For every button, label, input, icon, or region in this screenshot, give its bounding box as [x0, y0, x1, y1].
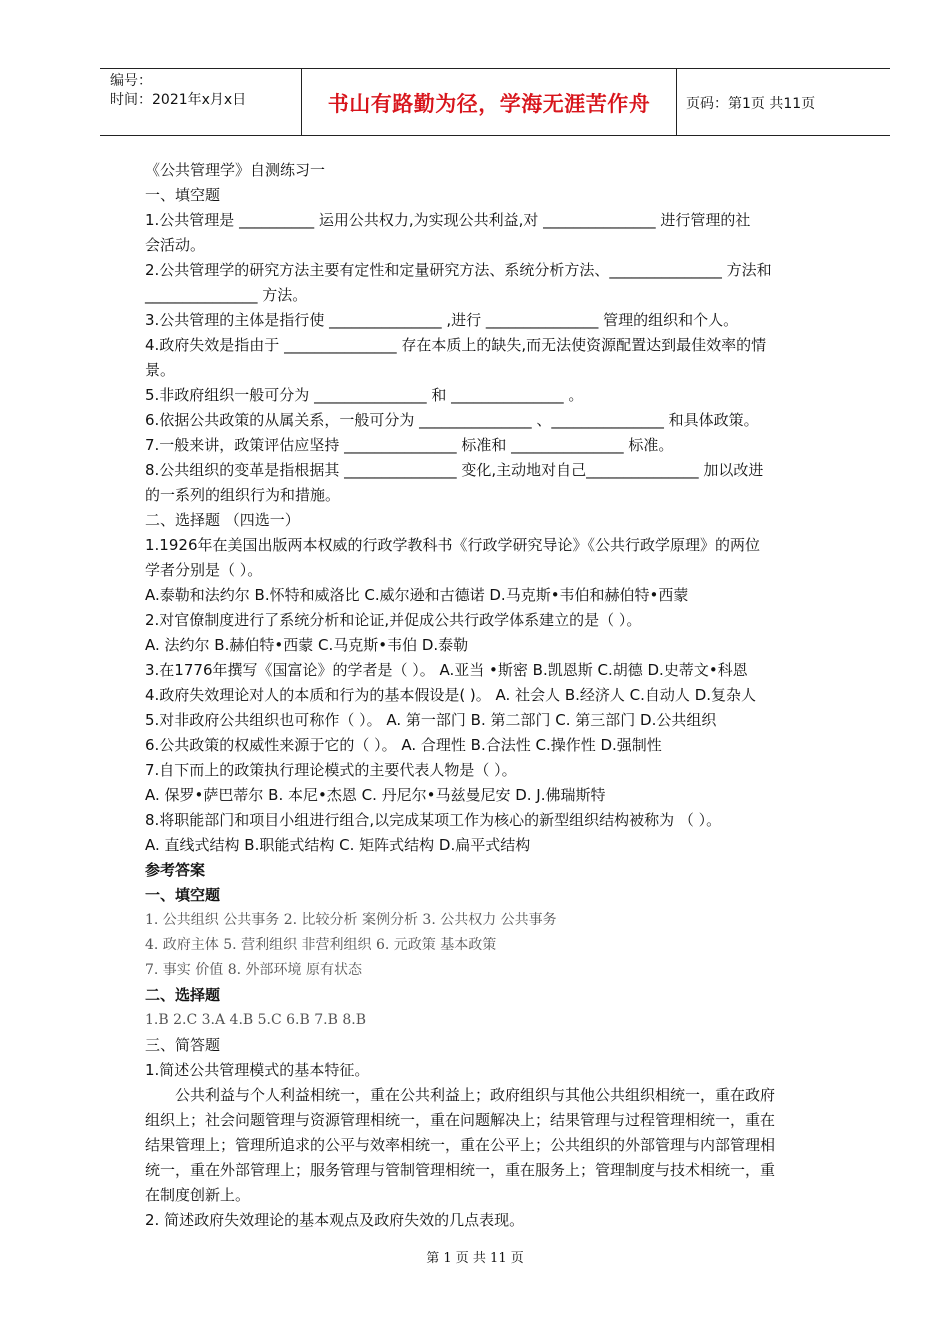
text-line: 统一，重在外部管理上；服务管理与管制管理相统一，重在服务上；管理制度与技术相统一，重 [145, 1161, 776, 1179]
header-page-info: 页码：第1页 共11页 [686, 96, 816, 112]
header-meta [110, 72, 246, 110]
text-line: 学者分别是（ ）。 [145, 561, 263, 579]
text-line: 二、选择题 （四选一） [145, 511, 300, 529]
text-line: 一、填空题 [145, 886, 221, 904]
text-line: 2. 简述政府失效理论的基本观点及政府失效的几点表现。 [145, 1211, 525, 1229]
text-line: _______________ 方法。 [145, 286, 308, 304]
text-line: 组织上；社会问题管理与资源管理相统一，重在问题解决上；结果管理与过程管理相统一，重在 [145, 1111, 776, 1129]
text-line: A. 法约尔 B.赫伯特•西蒙 C.马克斯•韦伯 D.泰勒 [145, 636, 469, 654]
text-line: 会活动。 [145, 236, 206, 254]
text-line: 3.在1776年撰写《国富论》的学者是（ ）。 A.亚当 •斯密 B.凯恩斯 C.胡德 D.史蒂文•科恩 [145, 661, 748, 679]
text-line: 《公共管理学》自测练习一 [145, 161, 326, 179]
text-line: 6.公共政策的权威性来源于它的（ ）。 A. 合理性 B.合法性 C.操作性 D.强制性 [145, 736, 662, 754]
text-line: 5.非政府组织一般可分为 _______________ 和 _______________ 。 [145, 386, 584, 404]
text-line: 结果管理上；管理所追求的公平与效率相统一，重在公平上；公共组织的外部管理与内部管理相 [145, 1136, 776, 1154]
text-line: A. 直线式结构 B.职能式结构 C. 矩阵式结构 D.扁平式结构 [145, 836, 531, 854]
text-line: 景。 [145, 361, 176, 379]
text-line: A.泰勒和法约尔 B.怀特和威洛比 C.威尔逊和古德诺 D.马克斯•韦伯和赫伯特•西蒙 [145, 586, 689, 604]
header-motto: 书山有路勤为径，学海无涯苦作舟 [327, 92, 651, 116]
text-line: 1.1926年在美国出版两本权威的行政学教科书《行政学研究导论》《公共行政学原理》的两位 [145, 536, 760, 554]
header-bottom-rule [100, 135, 890, 136]
text-line: 7.自下而上的政策执行理论模式的主要代表人物是（ ）。 [145, 761, 517, 779]
text-line: 5.对非政府公共组织也可称作（ ）。 A. 第一部门 B. 第二部门 C. 第三部门 D.公共组织 [145, 711, 717, 729]
text-line: 公共利益与个人利益相统一，重在公共利益上；政府组织与其他公共组织相统一，重在政府 [175, 1086, 776, 1104]
text-line: 8.公共组织的变革是指根据其 _______________ 变化,主动地对自己_______________ 加以改进 [145, 461, 764, 479]
text-line: 7. 事实 价值 8. 外部环境 原有状态 [145, 962, 362, 978]
text-line: 8.将职能部门和项目小组进行组合,以完成某项工作为核心的新型组织结构被称为 （ ）。 [145, 811, 722, 829]
header-divider-right [676, 68, 677, 136]
document-body [145, 158, 853, 1233]
text-line: 二、选择题 [145, 986, 221, 1004]
text-line: 2.公共管理学的研究方法主要有定性和定量研究方法、系统分析方法、_______________ 方法和 [145, 261, 772, 279]
serial-number-label: 编号： [110, 73, 152, 89]
text-line: 4. 政府主体 5. 营利组织 非营利组织 6. 元政策 基本政策 [145, 937, 497, 953]
text-line: 的一系列的组织行为和措施。 [145, 486, 341, 504]
text-line: 1.B 2.C 3.A 4.B 5.C 6.B 7.B 8.B [145, 1012, 366, 1028]
text-line: 7.一般来讲，政策评估应坚持 _______________ 标准和 _______________ 标准。 [145, 436, 674, 454]
text-line: 参考答案 [145, 861, 206, 879]
text-line: 一、填空题 [145, 186, 221, 204]
text-line: 3.公共管理的主体是指行使 _______________ ,进行 _______________ 管理的组织和个人。 [145, 311, 739, 329]
page-footer: 第 1 页 共 11 页 [426, 1251, 524, 1266]
date-label: 时间：2021年x月x日 [110, 92, 247, 108]
text-line: 1. 公共组织 公共事务 2. 比较分析 案例分析 3. 公共权力 公共事务 [145, 912, 557, 928]
text-line: 1.简述公共管理模式的基本特征。 [145, 1061, 370, 1079]
text-line: 4.政府失效理论对人的本质和行为的基本假设是( )。 A. 社会人 B.经济人 C.自动人 D.复杂人 [145, 686, 757, 704]
text-line: 6.依据公共政策的从属关系，一般可分为 _______________ 、_______________ 和具体政策。 [145, 411, 759, 429]
text-line: 1.公共管理是 __________ 运用公共权力,为实现公共利益,对 _______________ 进行管理的社 [145, 211, 751, 229]
text-line: 4.政府失效是指由于 _______________ 存在本质上的缺失,而无法使资源配置达到最佳效率的情 [145, 336, 767, 354]
header-top-rule [100, 68, 890, 69]
text-line: 在制度创新上。 [145, 1186, 251, 1204]
text-line: 三、简答题 [145, 1036, 221, 1054]
text-line: 2.对官僚制度进行了系统分析和论证,并促成公共行政学体系建立的是（ ）。 [145, 611, 642, 629]
text-line: A. 保罗•萨巴蒂尔 B. 本尼•杰恩 C. 丹尼尔•马兹曼尼安 D. J.佛瑞斯特 [145, 786, 606, 804]
